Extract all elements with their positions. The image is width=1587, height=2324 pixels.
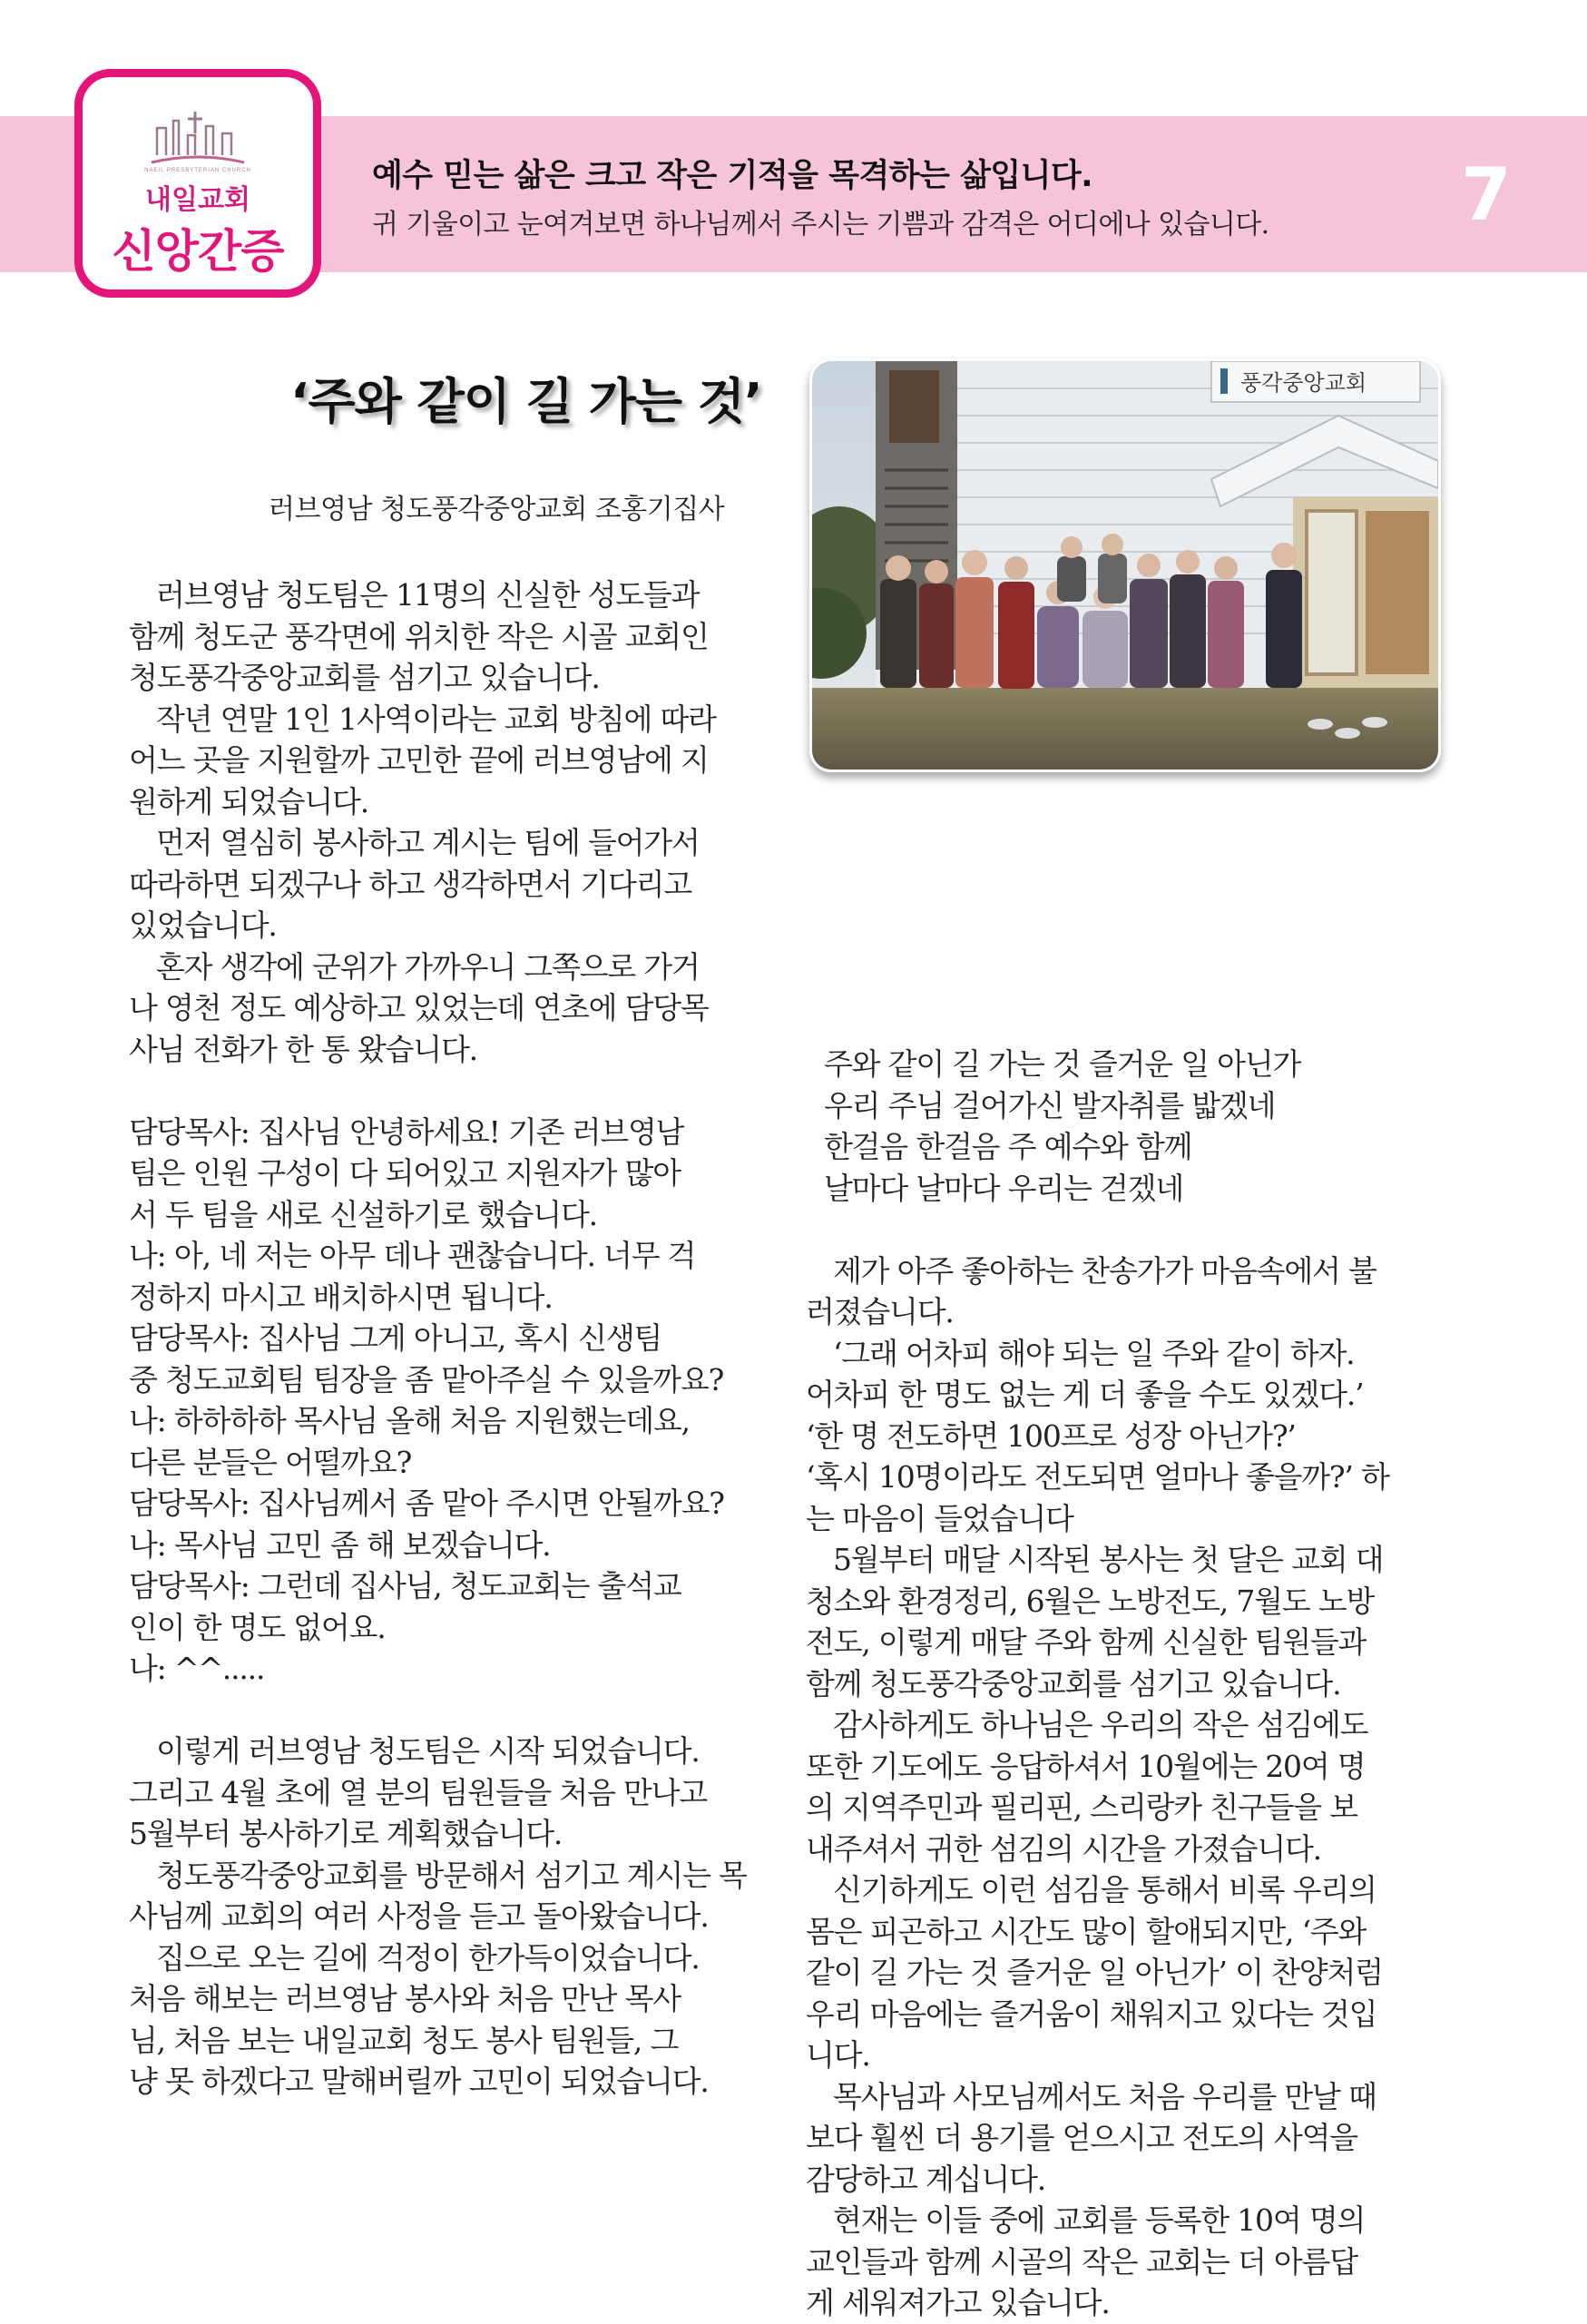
text-line: 중 청도교회팀 팀장을 좀 맡아주실 수 있을까요? [129, 1361, 724, 1397]
text-line: 청소와 환경정리, 6월은 노방전도, 7월도 노방 [806, 1583, 1375, 1619]
text-line: 냥 못 하겠다고 말해버릴까 고민이 되었습니다. [129, 2064, 709, 2099]
group-photo [809, 358, 1441, 772]
text-line: 담당목사: 집사님 그게 아니고, 혹시 신생팀 [129, 1320, 662, 1356]
hymn-line: 주와 같이 길 가는 것 즐거운 일 아닌가 [824, 1046, 1301, 1082]
text-line: 러브영남 청도팀은 11명의 신실한 성도들과 [156, 577, 700, 613]
text-line: 5월부터 봉사하기로 계획했습니다. [129, 1816, 563, 1851]
text-line: 의 지역주민과 필리핀, 스리랑카 친구들을 보 [806, 1790, 1357, 1825]
text-line: 신기하게도 이런 섬김을 통해서 비록 우리의 [833, 1872, 1376, 1907]
text-line: 니다. [806, 2037, 870, 2073]
page-number: 7 [1461, 152, 1512, 237]
text-line: ‘그래 어차피 해야 되는 일 주와 같이 하자. [833, 1335, 1355, 1371]
text-line: 먼저 열심히 봉사하고 계시는 팀에 들어가서 [156, 825, 700, 860]
text-line: 청도풍각중앙교회를 섬기고 있습니다. [129, 660, 600, 695]
text-line: 님, 처음 보는 내일교회 청도 봉사 팀원들, 그 [129, 2022, 679, 2058]
left-column [129, 574, 773, 2103]
text-line: 청도풍각중앙교회를 방문해서 섬기고 계시는 목 [156, 1857, 747, 1893]
subheadline: 귀 기울이고 눈여겨보면 하나님께서 주시는 기쁨과 감격은 어디에나 있습니다. [372, 209, 1269, 240]
church-skyline-icon [148, 108, 248, 166]
church-sign-text: 풍각중앙교회 [1240, 370, 1367, 396]
text-line: 함께 청도군 풍각면에 위치한 작은 시골 교회인 [129, 618, 709, 654]
text-line: 우리 마음에는 즐거움이 채워지고 있다는 것입 [806, 1996, 1377, 2032]
text-line: 함께 청도풍각중앙교회를 섬기고 있습니다. [806, 1665, 1341, 1701]
text-line: 감당하고 계십니다. [806, 2161, 1046, 2197]
text-line: 따라하면 되겠구나 하고 생각하면서 기다리고 [129, 866, 692, 902]
text-line: 나: 목사님 고민 좀 해 보겠습니다. [129, 1526, 551, 1563]
text-line: 정하지 마시고 배치하시면 됩니다. [129, 1279, 553, 1315]
text-line: 는 마음이 들었습니다 [806, 1500, 1073, 1536]
text-line: 어느 곳을 지원할까 고민한 끝에 러브영남에 지 [129, 742, 709, 778]
text-line: 작년 연말 1인 1사역이라는 교회 방침에 따라 [156, 701, 716, 737]
hymn-line: 우리 주님 걸어가신 발자취를 밟겠네 [824, 1087, 1276, 1123]
paragraph-gap [129, 1070, 773, 1112]
paragraph-gap [129, 1690, 773, 1731]
text-line: 이렇게 러브영남 청도팀은 시작 되었습니다. [156, 1733, 700, 1769]
right-column [806, 1044, 1450, 2324]
text-line: 나: 아, 네 저는 아무 데나 괜찮습니다. 너무 걱 [129, 1238, 696, 1273]
text-line: 게 세워져가고 있습니다. [806, 2285, 1110, 2320]
text-line: 교인들과 함께 시골의 작은 교회는 더 아름답 [806, 2243, 1357, 2280]
text-line: 제가 아주 좋아하는 찬송가가 마음속에서 불 [833, 1252, 1376, 1289]
hymn-line: 날마다 날마다 우리는 걷겠네 [824, 1170, 1184, 1206]
text-line: 혼자 생각에 군위가 가까우니 그쪽으로 가거 [156, 948, 700, 985]
logo-subtitle: NAEIL PRESBYTERIAN CHURCH [144, 168, 251, 173]
article-title: ‘주와 같이 길 가는 것’ [290, 373, 762, 430]
text-line: 목사님과 사모님께서도 처음 우리를 만날 때 [833, 2078, 1376, 2114]
text-line: 감사하게도 하나님은 우리의 작은 섬김에도 [833, 1707, 1368, 1742]
text-line: 5월부터 매달 시작된 봉사는 첫 달은 교회 대 [833, 1542, 1384, 1577]
text-line: 원하게 되었습니다. [129, 783, 369, 819]
text-line: 또한 기도에도 응답하셔서 10월에는 20여 명 [806, 1748, 1366, 1784]
text-line: 담당목사: 집사님 안녕하세요! 기존 러브영남 [129, 1113, 684, 1150]
text-line: 사님께 교회의 여러 사정을 듣고 돌아왔습니다. [129, 1898, 709, 1934]
headline: 예수 믿는 삶은 크고 작은 기적을 목격하는 삶입니다. [372, 158, 1093, 194]
text-line: 처음 해보는 러브영남 봉사와 처음 만난 목사 [129, 1981, 681, 2016]
text-line: 나: 하하하하 목사님 올해 처음 지원했는데요, [129, 1403, 690, 1438]
text-line: 인이 한 명도 없어요. [129, 1609, 386, 1645]
text-line: 전도, 이렇게 매달 주와 함께 신실한 팀원들과 [806, 1624, 1367, 1660]
text-line: 보다 훨씬 더 용기를 얻으시고 전도의 사역을 [806, 2120, 1357, 2155]
text-line: 다른 분들은 어떨까요? [129, 1444, 412, 1480]
logo-church-name: 내일교회 [145, 184, 250, 216]
text-line: ‘한 명 전도하면 100프로 성장 아닌가?’ [806, 1417, 1296, 1454]
paragraph-gap [806, 1209, 1450, 1250]
church-group-photo-illustration [812, 361, 1438, 770]
text-line: 나: ^^..... [129, 1651, 265, 1686]
text-line: 어차피 한 명도 없는 게 더 좋을 수도 있겠다.’ [806, 1377, 1364, 1412]
text-line: 서 두 팀을 새로 신설하기로 했습니다. [129, 1196, 597, 1232]
text-line: 집으로 오는 길에 걱정이 한가득이었습니다. [156, 1939, 700, 1976]
text-line: 팀은 인원 구성이 다 되어있고 지원자가 많아 [129, 1155, 681, 1191]
text-line: ‘혹시 10명이라도 전도되면 얼마나 좋을까?’ 하 [806, 1459, 1389, 1495]
text-line: 사님 전화가 한 통 왔습니다. [129, 1031, 477, 1067]
text-line: 내주셔서 귀한 섬김의 시간을 가졌습니다. [806, 1830, 1321, 1867]
text-line: 같이 길 가는 것 즐거운 일 아닌가’ 이 찬양처럼 [806, 1955, 1383, 1990]
text-line: 러졌습니다. [806, 1294, 954, 1329]
text-line: 나 영천 정도 예상하고 있었는데 연초에 담당목 [129, 990, 709, 1025]
text-line: 담당목사: 그런데 집사님, 청도교회는 출석교 [129, 1568, 681, 1603]
text-line: 현재는 이들 중에 교회를 등록한 10여 명의 [833, 2202, 1366, 2238]
article-byline: 러브영남 청도풍각중앙교회 조홍기집사 [269, 494, 725, 525]
text-line: 몸은 피곤하고 시간도 많이 할애되지만, ‘주와 [806, 1913, 1367, 1949]
section-title: 신앙간증 [112, 225, 284, 278]
text-line: 그리고 4월 초에 열 분의 팀원들을 처음 만나고 [129, 1774, 708, 1810]
text-line: 있었습니다. [129, 907, 277, 943]
text-line: 담당목사: 집사님께서 좀 맡아 주시면 안될까요? [129, 1486, 724, 1521]
section-logo [74, 69, 321, 298]
hymn-line: 한걸음 한걸음 주 예수와 함께 [824, 1129, 1192, 1164]
